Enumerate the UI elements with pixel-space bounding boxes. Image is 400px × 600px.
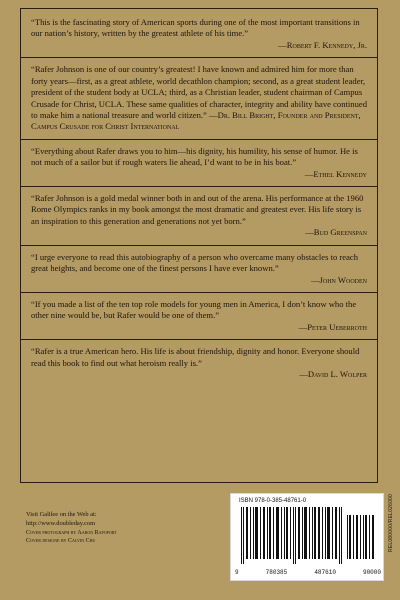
divider bbox=[21, 339, 377, 340]
divider bbox=[21, 57, 377, 58]
quote-text: “Everything about Rafer draws you to him—his dignity, his humility, his sense of humor. He is not much of a sailor but if rough waters lie ahead, I’d want to be in his boat.” bbox=[31, 145, 358, 168]
divider bbox=[21, 245, 377, 246]
quote-6 bbox=[31, 299, 367, 333]
barcode-digits-group1: 780385 bbox=[265, 569, 288, 576]
testimonials-frame bbox=[20, 8, 378, 483]
quote-attribution: —Robert F. Kennedy, Jr. bbox=[278, 39, 367, 50]
quote-3 bbox=[31, 146, 367, 180]
barcode-digits-addon: 90000 bbox=[362, 569, 381, 576]
barcode-digits bbox=[235, 569, 381, 576]
photo-credit: Cover photograph by Aaron Rapoport bbox=[26, 529, 117, 536]
divider bbox=[21, 186, 377, 187]
barcode-icon bbox=[239, 507, 377, 564]
quote-text: “Rafer is a true American hero. His life is about friendship, dignity and honor. Everyone should read this book to find out what heroism really is.” bbox=[31, 346, 360, 368]
barcode-digit-lead: 9 bbox=[235, 569, 239, 576]
quote-attribution: —Dr. Bill Bright, Founder and President, Campus Crusade for Christ International bbox=[31, 109, 361, 132]
design-credit: Cover designe by Calvin Chu bbox=[26, 538, 96, 545]
website-link[interactable]: http://www.doubleday.com bbox=[26, 520, 96, 528]
quote-attribution: —David L. Wolper bbox=[299, 369, 367, 380]
isbn-text: ISBN 978-0-385-48761-0 bbox=[239, 498, 307, 504]
quote-1 bbox=[31, 17, 367, 51]
quote-5 bbox=[31, 252, 367, 286]
quote-text: “Rafer Johnson is one of our country’s greatest! I have known and admired him for more than forty years—first, as a great athlete, world decathlon champion; second, as a great student leader, president of the student body at UCLA; third, as a Christian leader, student chairman of Campus Crusade for Christ, UCLA. These same qualities of character, integrity and ability have continued to make him a national treasure and world citizen.” bbox=[31, 64, 367, 120]
quote-4 bbox=[31, 193, 367, 239]
quote-text: “I urge everyone to read this autobiography of a person who overcame many obstacles to reach great heights, and become one of the finest persons I have ever known.” bbox=[31, 251, 358, 274]
quote-2 bbox=[31, 64, 367, 133]
quote-7 bbox=[31, 346, 367, 380]
divider bbox=[21, 139, 377, 140]
quote-attribution: —Peter Ueberroth bbox=[298, 321, 367, 332]
publisher-info bbox=[26, 510, 206, 546]
quote-text: “Rafer Johnson is a gold medal winner both in and out of the arena. His performance at the 1960 Rome Olympics ranks in my book amongst the most dramatic and greatest ever. His life story is an inspiration to this generation and generations not yet born.” bbox=[31, 193, 364, 226]
quote-attribution: —Ethel Kennedy bbox=[304, 168, 367, 179]
quote-attribution: —Bud Greenspan bbox=[305, 227, 367, 238]
quote-text: “If you made a list of the ten top role models for young men in America, I don’t know who the other nine would be, but Rafer would be one of them.” bbox=[31, 299, 357, 321]
visit-text: Visit Galilee on the Web at: bbox=[26, 511, 97, 518]
barcode-label bbox=[230, 493, 384, 581]
quote-text: “This is the fascinating story of American sports during one of the most important transitions in our nation’s history, written by the greatest athlete of his time.” bbox=[31, 17, 360, 39]
barcode-digits-group2: 487610 bbox=[314, 569, 336, 576]
quote-attribution: —John Wooden bbox=[310, 274, 367, 285]
category-code: REL080000/REL026000 bbox=[388, 493, 394, 552]
divider bbox=[21, 292, 377, 293]
